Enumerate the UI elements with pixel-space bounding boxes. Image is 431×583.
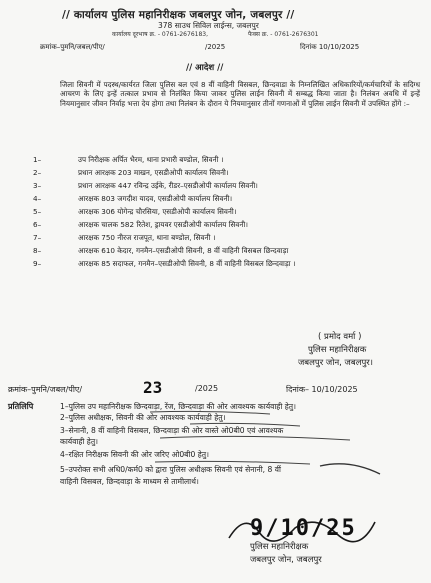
- copy-line: 5–उपरोक्त सभी अधि0/कर्म0 को द्वारा पुलिस अधीक्षक सिवनी एवं सेनानी, 8 वीं: [60, 465, 281, 474]
- signatory-zone: जबलपुर जोन, जबलपुर।: [298, 358, 374, 368]
- list-item-number: 7–: [33, 233, 42, 242]
- list-item: आरक्षक 306 योगेन्द्र चौरसिया, एसडीओपी कार्यालय सिवनी।: [78, 207, 237, 216]
- list-item-number: 4–: [33, 194, 42, 203]
- ref-bottom-number: 23: [143, 378, 163, 397]
- office-phone: कार्यालय दूरभाष क्र. - 0761-2676183,: [112, 31, 208, 38]
- ref-top-date: दिनांक 10/10/2025: [300, 43, 360, 51]
- handwritten-date: 9/10/25: [250, 516, 357, 541]
- list-item-number: 9–: [33, 259, 42, 268]
- ref-top-year: /2025: [205, 43, 226, 51]
- signatory-designation: पुलिस महानिरीक्षक: [308, 345, 367, 355]
- office-title: // कार्यालय पुलिस महानिरीक्षक जबलपुर जोन, जबलपुर //: [62, 9, 295, 21]
- copy-line: वाहिनी विसबल, छिन्दवाड़ा के माध्यम से तामीलार्थ।: [60, 477, 199, 486]
- list-item: आरक्षक चालक 582 रितेश, ड्रायवर एसडीओपी कार्यालय सिवनी।: [78, 220, 248, 229]
- signatory2-designation: पुलिस महानिरीक्षक: [250, 542, 309, 552]
- list-item-number: 6–: [33, 220, 42, 229]
- office-fax: फैक्स क्र. - 0761-2676301: [248, 31, 319, 38]
- list-item: प्रधान आरक्षक 203 माखन, एसडीओपी कार्यालय सिवनी।: [78, 168, 229, 177]
- list-item-number: 8–: [33, 246, 42, 255]
- list-item-number: 3–: [33, 181, 42, 190]
- order-paragraph: जिला सिवनी में पदस्थ/कार्यरत जिला पुलिस बल एवं 8 वीं वाहिनी विसबल, छिन्दवाडा के निम्नलिखित अधिकारियों/कर्मचारियों के सदिग्ध आचरण के लिए इन्हें तत्काल प्रभाव से निलंबित किया जाकर पुलिस लाईन सिवनी में सम्बद्ध किया जाता है। निलंबन अवधि में इन्हें नियमानुसार जीवन निर्वाह भत्ता देय होगा तथा निलंबन के दौरान ये नियमानुसार तीनों गणनाओं में पुलिस लाईन सिवनी में उपस्थित होंगे :–: [60, 80, 420, 108]
- signatory-name: ( प्रमोद वर्मा ): [318, 332, 362, 342]
- signatory2-zone: जबलपुर जोन, जबलपुर: [250, 555, 322, 565]
- copy-line: 3–सेनानी, 8 वीं वाहिनी विसबल, छिन्दवाड़ा की ओर वास्ते ओ0बी0 एवं आवश्यक: [60, 426, 284, 435]
- copy-line: 2–पुलिस अधीक्षक, सिवनी की ओर आवश्यक कार्यवाही हेतु।: [60, 413, 226, 422]
- handwritten-strike-marks: [150, 404, 400, 484]
- ref-bottom-label: क्रमांक–पुमनि/जबल/पीए/: [8, 385, 83, 394]
- list-item: प्रधान आरक्षक 447 रविन्द्र उईके, रीडर–एसडीओपी कार्यालय सिवनी।: [78, 181, 258, 190]
- ref-top-label: क्रमांक–पुमनि/जबल/पीए/: [40, 43, 105, 51]
- list-item: आरक्षक 85 सदाफल, गनमैन–एसडीओपी सिवनी, 8 वीं वाहिनी विसबल छिन्दवाड़ा ।: [78, 259, 296, 268]
- copy-line: 1–पुलिस उप महानिरीक्षक छिन्दवाड़ा, रेंज, छिन्दवाड़ा की ओर आवश्यक कार्यवाही हेतु।: [60, 402, 296, 411]
- list-item: आरक्षक 610 केदार, गनमैन–एसडीओपी सिवनी, 8 वीं वाहिनी विसबल छिन्दवाड़ा: [78, 246, 289, 255]
- ref-bottom-year: /2025: [195, 384, 219, 393]
- copy-line: कार्यवाही हेतु।: [60, 437, 99, 446]
- list-item: आरक्षक 803 जगदीश यादव, एसडीओपी कार्यालय सिवनी।: [78, 194, 233, 203]
- list-item: उप निरीक्षक अर्पित भैरम, थाना प्रभारी बण्डोल, सिवनी ।: [78, 155, 224, 164]
- subject-title: // आदेश //: [186, 63, 224, 73]
- list-item-number: 1–: [33, 155, 42, 164]
- ref-bottom-date: दिनांक– 10/10/2025: [286, 385, 358, 394]
- copy-line: 4–रक्षित निरीक्षक सिवनी की ओर जरिए ओ0बी0 हेतु।: [60, 450, 209, 459]
- list-item: आरक्षक 750 नीरज राजपूत, थाना बण्डोल, सिवनी ।: [78, 233, 216, 242]
- list-item-number: 5–: [33, 207, 42, 216]
- list-item-number: 2–: [33, 168, 42, 177]
- office-address: 378 साउथ सिविल लाईन्स, जबलपुर: [158, 21, 259, 30]
- copy-label: प्रतिलिपि: [8, 402, 34, 411]
